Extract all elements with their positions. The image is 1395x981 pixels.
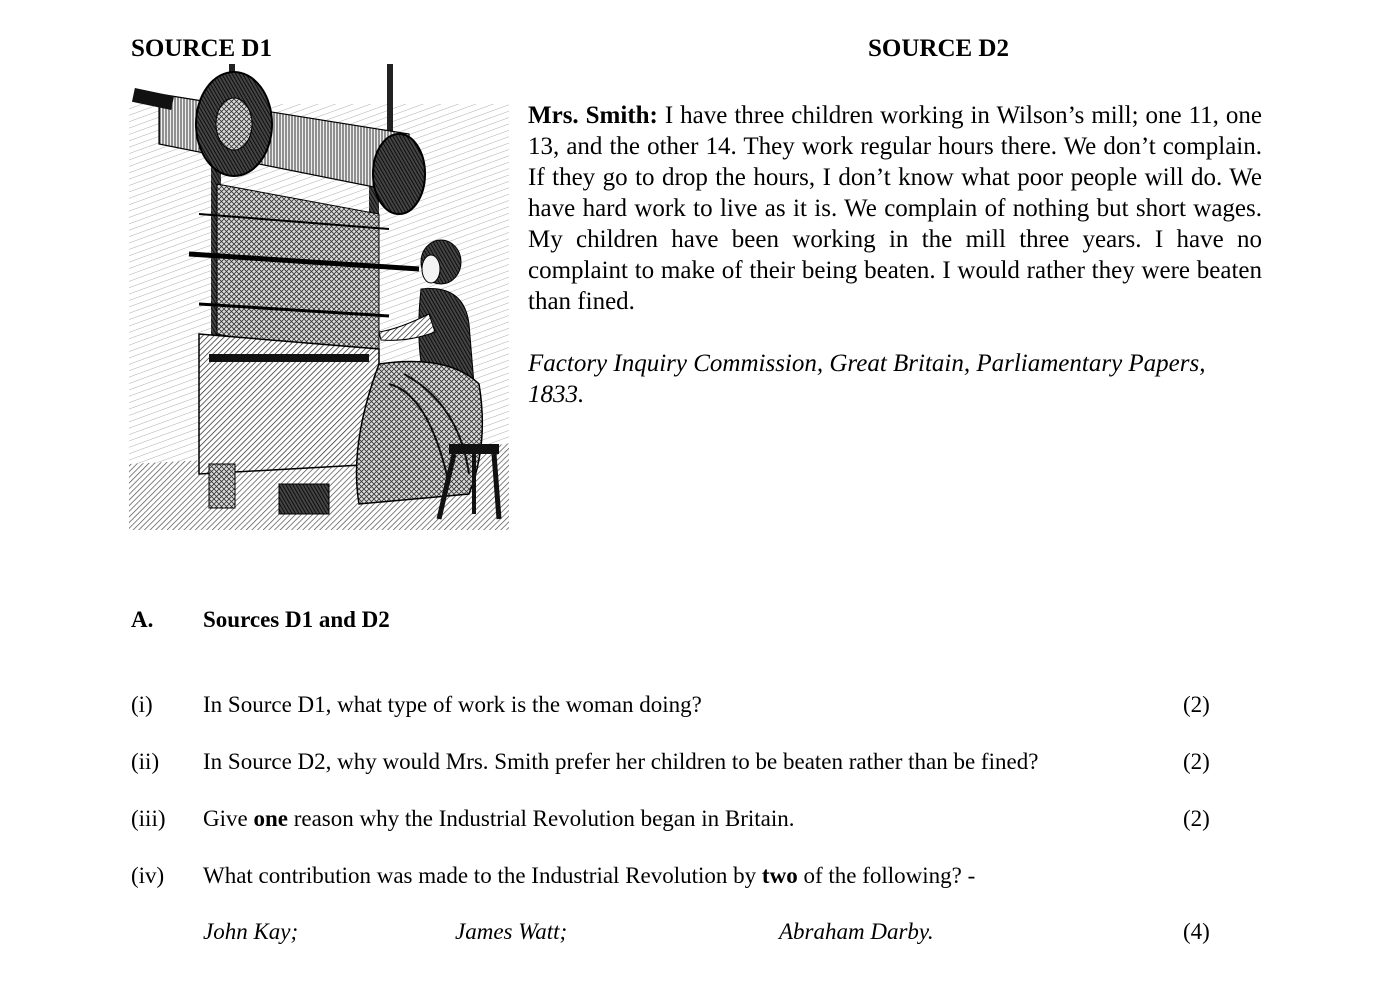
question-text: In Source D2, why would Mrs. Smith prefer her children to be beaten rather than be fined? — [203, 749, 1039, 774]
question-text-after: reason why the Industrial Revolution began in Britain. — [293, 806, 795, 831]
question-text — [203, 804, 795, 834]
question-text-emphasis: one — [253, 806, 288, 831]
question-text-after: of the following? - — [803, 863, 976, 888]
question-number: (i) — [131, 692, 153, 717]
loom-weaver-illustration — [129, 64, 509, 530]
question-text: In Source D1, what type of work is the woman doing? — [203, 692, 702, 717]
source-d2-heading: SOURCE D2 — [868, 35, 1009, 62]
question-marks: (2) — [1183, 749, 1210, 774]
question-text-before: Give — [203, 806, 248, 831]
source-d1-heading: SOURCE D1 — [131, 35, 272, 62]
option-abraham-darby: Abraham Darby. — [779, 919, 934, 944]
question-text — [203, 861, 975, 891]
source-d2-citation: Factory Inquiry Commission, Great Britain, Parliamentary Papers, 1833. — [528, 350, 1206, 408]
question-number: (iv) — [131, 863, 165, 888]
section-title: Sources D1 and D2 — [203, 607, 390, 632]
option-james-watt: James Watt; — [455, 919, 568, 944]
question-marks: (2) — [1183, 692, 1210, 717]
testimony-text: I have three children working in Wilson’s mill; one 11, one 13, and the other 14. They work regular hours there. We don’t complain. If they go to drop the hours, I don’t know what poor people will do. We have hard work to live as it is. We complain of nothing but short wages. My children have been working in the mill three years. I have no complaint to make of their being beaten. I would rather they were beaten than fined. — [528, 102, 1263, 315]
speaker-name: Mrs. Smith: — [528, 102, 658, 129]
section-letter: A. — [131, 607, 154, 632]
question-marks: (4) — [1183, 919, 1210, 944]
question-text-emphasis: two — [761, 863, 798, 888]
question-number: (ii) — [131, 749, 160, 774]
question-marks: (2) — [1183, 806, 1210, 831]
question-text-before: What contribution was made to the Industrial Revolution by — [203, 863, 757, 888]
option-john-kay: John Kay; — [203, 919, 299, 944]
source-d2-testimony — [528, 100, 1262, 317]
question-number: (iii) — [131, 806, 166, 831]
